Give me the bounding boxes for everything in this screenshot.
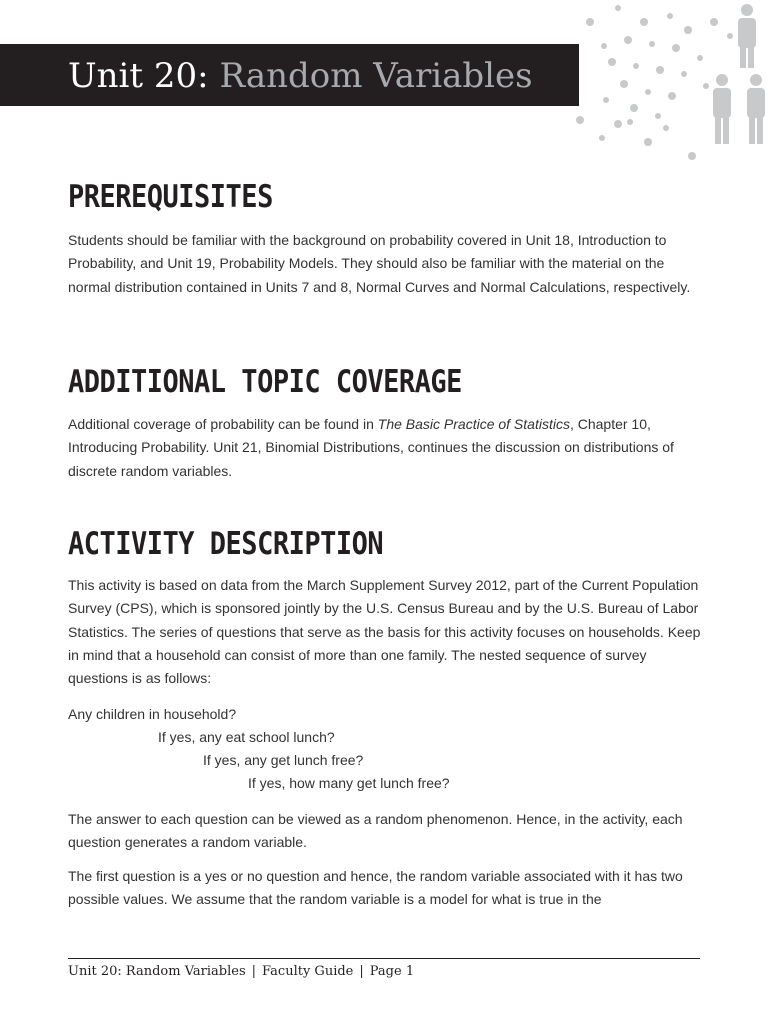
additional-coverage-body	[68, 413, 708, 483]
footer-separator: |	[359, 964, 364, 979]
prerequisites-body: Students should be familiar with the background on probability covered in Unit 18, Introduction to Probability, and Unit 19, Probability Models. They should also be familiar with the material on the normal distribution contained in Units 7 and 8, Normal Curves and Normal Calculations, respectively.	[68, 232, 691, 295]
footer-guide: Faculty Guide	[262, 964, 354, 979]
footer-unit: Unit 20: Random Variables	[68, 964, 246, 979]
additional-body-start: Additional coverage of probability can be found in	[68, 416, 378, 432]
survey-question-1: Any children in household?	[68, 706, 237, 722]
unit-label: Unit 20:	[68, 56, 209, 96]
additional-body-end: , Chapter 10, Introducing Probability. Unit 21, Binomial Distributions, continues the discussion on distributions of discrete random variables.	[68, 416, 674, 479]
footer-rule	[68, 958, 700, 959]
activity-paragraph-3: The first question is a yes or no question and hence, the random variable associated with it has two possible values. We assume that the random variable is a model for what is true in the	[68, 868, 683, 908]
survey-question-4: If yes, how many get lunch free?	[248, 775, 450, 791]
page-footer	[68, 963, 414, 981]
survey-question-3: If yes, any get lunch free?	[203, 752, 364, 768]
activity-paragraph-2: The answer to each question can be viewed as a random phenomenon. Hence, in the activity, each question generates a random variable.	[68, 811, 683, 851]
footer-separator: |	[251, 964, 257, 979]
footer-page-number: Page 1	[369, 964, 415, 979]
survey-question-2: If yes, any eat school lunch?	[158, 729, 335, 745]
activity-intro: This activity is based on data from the March Supplement Survey 2012, part of the Current Population Survey (CPS), which is sponsored jointly by the U.S. Census Bureau and by the U.S. Bureau of Labor Statistics. The series of questions that serve as the basis for this activity focuses on households. Keep in mind that a household can consist of more than one family. The nested sequence of survey questions is as follows:	[68, 577, 701, 687]
book-title: The Basic Practice of Statistics	[377, 416, 570, 432]
dots-pattern	[566, 0, 768, 170]
unit-topic: Random Variables	[219, 56, 533, 96]
activity-description-heading: ACTIVITY DESCRIPTION	[68, 526, 384, 562]
prerequisites-heading: PREREQUISITES	[68, 179, 273, 215]
additional-coverage-heading: ADDITIONAL TOPIC COVERAGE	[68, 364, 462, 400]
page-title	[68, 52, 533, 100]
person-icon	[713, 4, 765, 144]
